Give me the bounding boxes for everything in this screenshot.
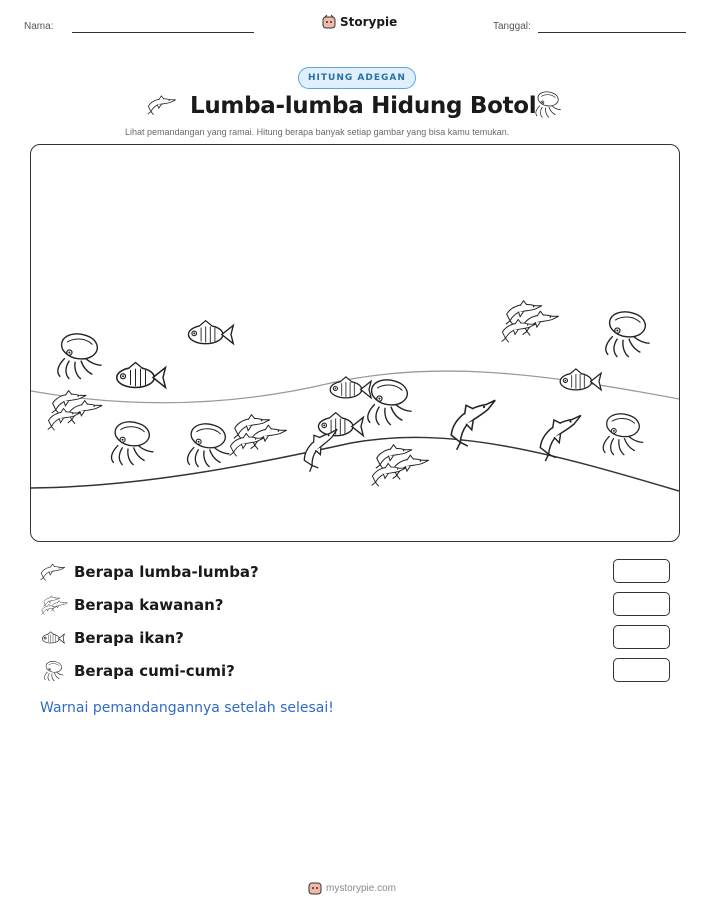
question-row xyxy=(40,594,223,616)
scene-cuttlefish xyxy=(188,424,230,467)
scene-fish xyxy=(560,369,601,390)
title-dolphin-icon xyxy=(147,92,177,118)
question-row xyxy=(40,561,259,583)
question-text: Berapa kawanan? xyxy=(74,596,224,614)
name-label: Nama: xyxy=(24,21,54,32)
scene-dolphin-pod xyxy=(372,445,429,487)
scene-dolphin xyxy=(441,393,508,451)
scene-dolphin-pod xyxy=(502,301,559,343)
answer-box-pods[interactable] xyxy=(613,592,670,616)
scene-fish xyxy=(330,377,371,398)
fish-icon xyxy=(40,627,66,649)
storypie-logo-icon xyxy=(322,15,336,29)
scene-fish xyxy=(117,363,166,388)
answer-box-cuttlefish[interactable] xyxy=(613,658,670,682)
scene-fish xyxy=(188,321,233,344)
coloring-instruction: Warnai pemandangannya setelah selesai! xyxy=(40,700,334,716)
question-text: Berapa ikan? xyxy=(74,629,184,647)
page-subtitle: Lihat pemandangan yang ramai. Hitung berapa banyak setiap gambar yang bisa kamu temukan. xyxy=(125,127,510,137)
scene-cuttlefish xyxy=(603,414,643,455)
question-text: Berapa cumi-cumi? xyxy=(74,662,235,680)
storypie-logo-icon xyxy=(308,881,322,895)
category-badge: HITUNG ADEGAN xyxy=(298,67,416,89)
question-row xyxy=(40,660,235,682)
page-title: Lumba-lumba Hidung Botol xyxy=(190,93,537,119)
scene-dolphin xyxy=(531,409,592,462)
scene-illustration xyxy=(31,145,679,541)
footer-url[interactable]: mystorypie.com xyxy=(326,882,397,894)
scene-cuttlefish xyxy=(112,422,154,465)
title-cuttlefish-icon xyxy=(532,90,562,120)
date-field[interactable] xyxy=(538,32,686,33)
scene-dolphin-pod xyxy=(48,391,102,431)
scene-fish xyxy=(318,413,363,436)
answer-box-dolphins[interactable] xyxy=(613,559,670,583)
brand-name: Storypie xyxy=(340,15,398,29)
counting-scene xyxy=(30,144,680,542)
dolphin-icon xyxy=(40,561,66,583)
scene-cuttlefish xyxy=(368,380,412,425)
date-label: Tanggal: xyxy=(493,21,531,32)
question-text: Berapa lumba-lumba? xyxy=(74,563,259,581)
question-row xyxy=(40,627,184,649)
answer-box-fish[interactable] xyxy=(613,625,670,649)
scene-cuttlefish xyxy=(606,312,650,357)
dolphin-pod-icon xyxy=(40,594,66,616)
cuttlefish-icon xyxy=(40,660,66,682)
footer xyxy=(308,881,396,895)
brand-logo xyxy=(322,15,397,29)
scene-dolphin-pod xyxy=(230,415,287,457)
name-field[interactable] xyxy=(72,32,254,33)
scene-cuttlefish xyxy=(58,334,102,379)
